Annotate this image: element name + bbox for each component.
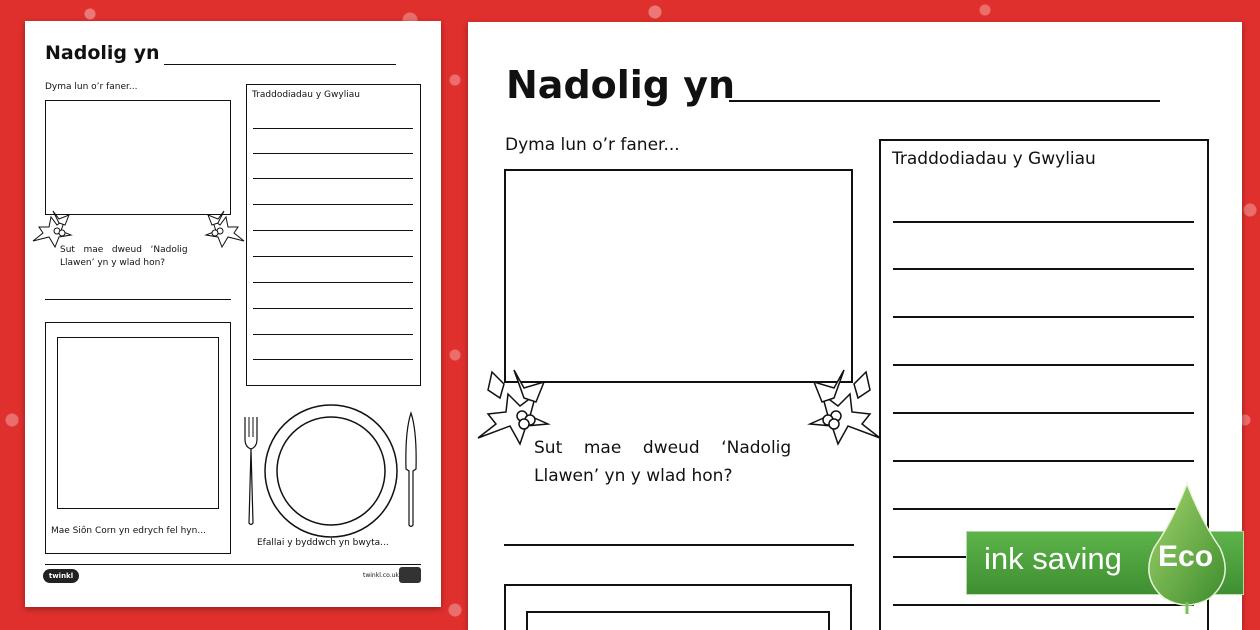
- fork-icon: [242, 415, 260, 527]
- traditions-heading: Traddodiadau y Gwyliau: [892, 149, 1096, 169]
- flag-drawing-box: [45, 100, 231, 215]
- writing-line: [253, 282, 413, 283]
- plate-icon: [263, 403, 399, 539]
- twinkl-logo: twinkl: [43, 569, 79, 583]
- writing-line: [893, 221, 1194, 223]
- title-answer-line: [164, 64, 396, 65]
- holly-icon: [29, 205, 79, 249]
- page-title: Nadolig yn: [506, 63, 736, 107]
- holly-icon: [198, 205, 248, 249]
- writing-line: [253, 334, 413, 335]
- writing-line: [253, 256, 413, 257]
- ink-saving-label: ink saving: [984, 541, 1122, 576]
- greeting-answer-line: [504, 544, 854, 546]
- writing-line: [253, 128, 413, 129]
- writing-line: [893, 460, 1194, 462]
- greeting-answer-line: [45, 299, 231, 300]
- greeting-question: Sut mae dweud ‘Nadolig Llawen’ yn y wlad hon?: [60, 245, 191, 268]
- flag-drawing-box: [504, 169, 853, 383]
- footer-divider: [45, 564, 421, 565]
- food-caption: Efallai y byddwch yn bwyta...: [257, 538, 389, 548]
- page-title: Nadolig yn: [45, 42, 160, 64]
- holly-icon: [794, 366, 884, 448]
- holly-icon: [474, 366, 564, 448]
- writing-line: [253, 178, 413, 179]
- knife-icon: [403, 411, 419, 529]
- writing-line: [893, 268, 1194, 270]
- writing-line: [253, 359, 413, 360]
- traditions-box: [246, 84, 421, 386]
- title-answer-line: [729, 100, 1160, 102]
- writing-line: [893, 316, 1194, 318]
- eco-label: Eco: [1158, 540, 1214, 573]
- flag-caption: Dyma lun o’r faner...: [45, 82, 138, 92]
- writing-line: [253, 153, 413, 154]
- santa-drawing-box: [526, 611, 830, 630]
- worksheet-thumbnail: [25, 21, 441, 607]
- writing-line: [253, 204, 413, 205]
- writing-line: [253, 230, 413, 231]
- santa-caption: Mae Siôn Corn yn edrych fel hyn...: [51, 526, 206, 536]
- writing-line: [893, 364, 1194, 366]
- traditions-heading: Traddodiadau y Gwyliau: [252, 90, 360, 100]
- twinkl-badge-icon: [399, 567, 421, 583]
- greeting-question-line-1: Sut mae dweud ‘Nadolig: [534, 438, 792, 458]
- santa-drawing-box: [57, 337, 219, 509]
- writing-line: [893, 412, 1194, 414]
- greeting-question-line-2: Llawen’ yn y wlad hon?: [534, 466, 733, 486]
- footer-url: twinkl.co.uk: [363, 572, 399, 579]
- flag-caption: Dyma lun o’r faner...: [505, 135, 680, 155]
- writing-line: [253, 308, 413, 309]
